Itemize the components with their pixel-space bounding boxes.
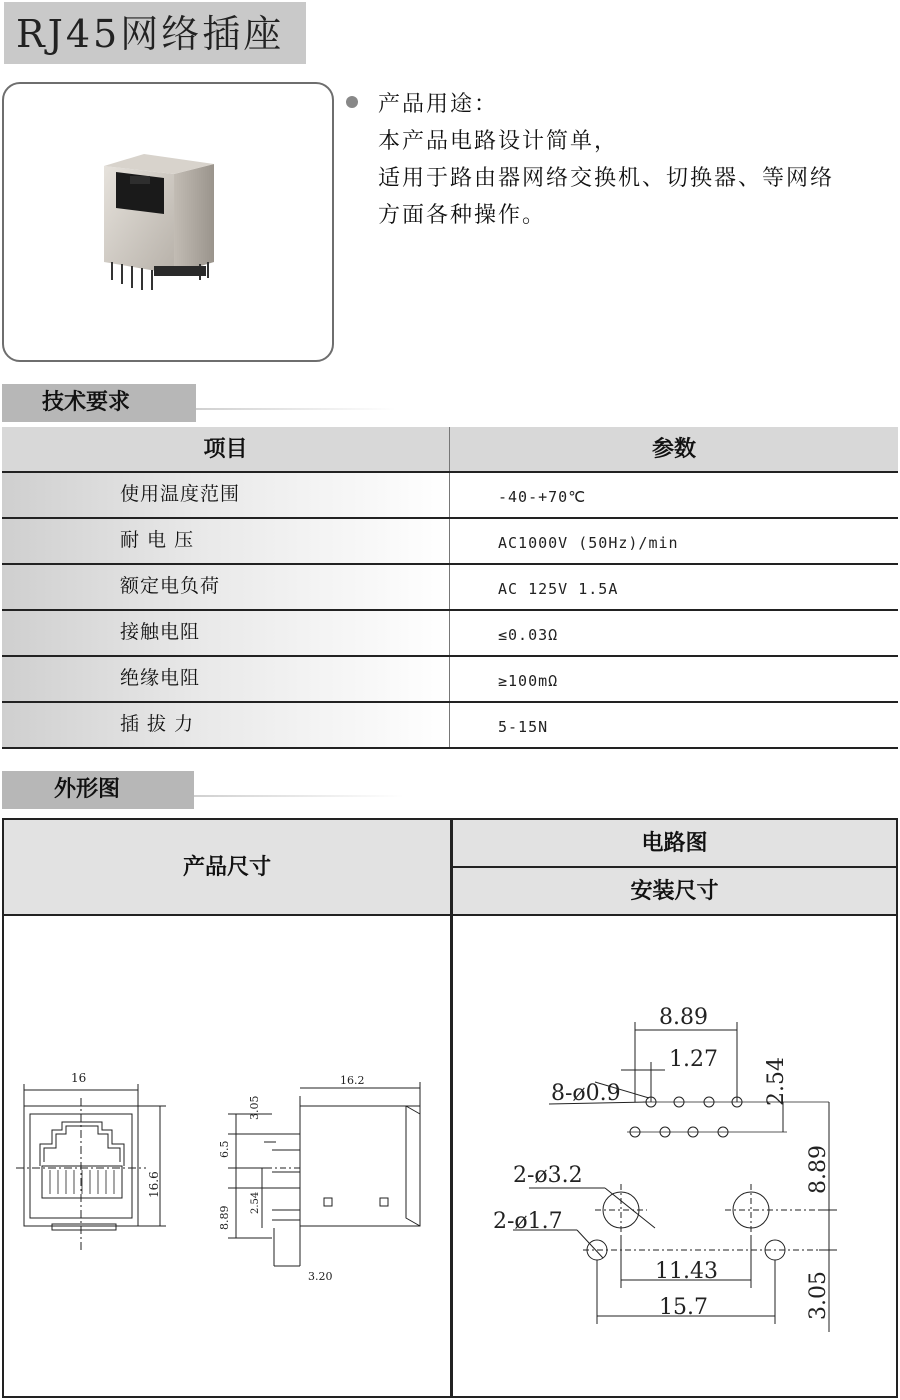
usage-line: 方面各种操作。 [378,203,547,228]
spec-item: 插 拔 力 [2,703,450,747]
usage-heading: 产品用途： [378,92,499,117]
product-size-header: 产品尺寸 [4,820,450,916]
product-photo-frame [2,82,334,362]
big-hole-label: 2-ø3.2 [513,1163,583,1188]
row-offset-label: 2.54 [764,1057,789,1106]
side-top-label: 3.05 [248,1095,261,1120]
header-param: 参数 [651,437,696,462]
pitch-total-label: 8.89 [659,1005,708,1030]
small-hole-label: 2-ø1.7 [493,1209,563,1234]
side-bottom-label: 3.20 [308,1270,333,1283]
spec-item: 额定电负荷 [2,565,450,609]
outline-section-tab [2,771,402,809]
spec-table-header [2,427,898,473]
vertical-bottom-label: 3.05 [806,1271,831,1320]
tech-section-label: 技术要求 [42,390,131,415]
install-size-header: 安装尺寸 [453,868,896,916]
table-row [2,703,898,749]
front-height-label: 16.6 [147,1171,161,1198]
outline-section-label: 外形图 [54,777,121,802]
spec-item: 耐 电 压 [2,519,450,563]
table-row [2,565,898,611]
front-width-label: 16 [71,1071,87,1085]
usage-line: 本产品电路设计简单， [378,129,619,154]
side-a-label: 6.5 [218,1140,231,1158]
product-dimension-drawing [4,918,448,1396]
side-b-label: 2.54 [250,1191,261,1214]
tech-section-tab [2,384,402,422]
spec-item: 绝缘电阻 [2,657,450,701]
table-row [2,611,898,657]
table-row [2,473,898,519]
small-spacing-label: 15.7 [659,1295,708,1320]
pin-hole-label: 8-ø0.9 [551,1081,621,1106]
usage-description [346,86,886,234]
spec-value: AC 125V 1.5A [498,580,619,598]
outline-drawings [2,818,898,1398]
header-item: 项目 [2,427,450,471]
product-photo [4,84,332,360]
page-title: RJ45网络插座 [16,12,285,56]
spec-item: 使用温度范围 [2,473,450,517]
title-bar [4,2,306,64]
spec-value: -40-+70℃ [498,488,587,506]
table-row [2,657,898,703]
bullet-dot [346,96,358,108]
pitch-half-label: 1.27 [669,1047,718,1072]
big-spacing-label: 11.43 [655,1259,718,1284]
side-c-label: 8.89 [218,1205,231,1230]
usage-line: 适用于路由器网络交换机、切换器、等网络 [378,166,835,191]
spec-value: AC1000V (50Hz)/min [498,534,679,552]
circuit-diagram-header: 电路图 [453,820,896,868]
spec-table [2,427,898,749]
table-row [2,519,898,565]
spec-value: ≤0.03Ω [498,626,559,644]
side-depth-label: 16.2 [340,1074,365,1087]
vertical-mid-label: 8.89 [806,1145,831,1194]
spec-item: 接触电阻 [2,611,450,655]
install-dimension-drawing [453,918,896,1396]
spec-value: 5-15N [498,718,549,736]
spec-value: ≥100mΩ [498,672,559,690]
